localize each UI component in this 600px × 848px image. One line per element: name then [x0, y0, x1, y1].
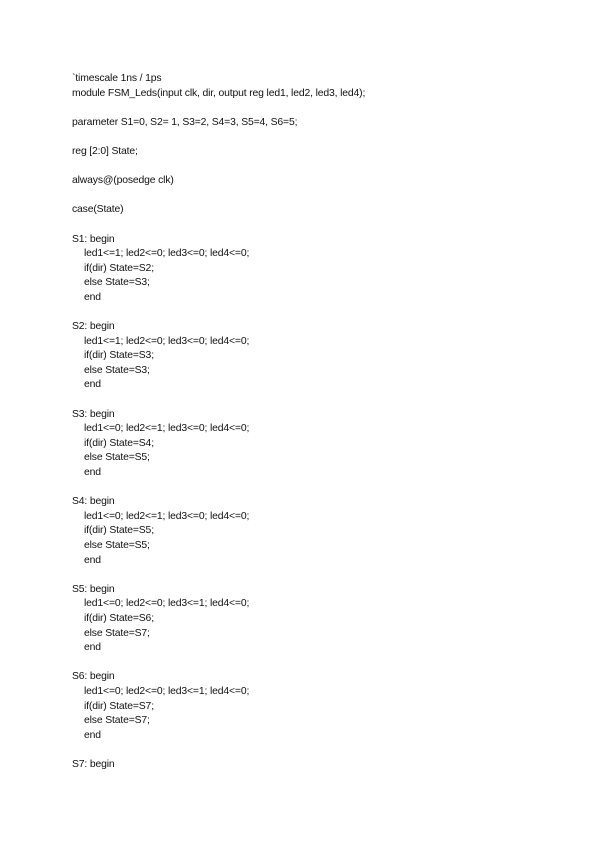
blank-line [72, 656, 572, 671]
code-line: S2: begin [72, 321, 115, 333]
blank-line [72, 393, 572, 408]
code-line: else State=S7; [84, 627, 150, 639]
code-line: S6: begin [72, 671, 115, 683]
code-line: if(dir) State=S4; [84, 437, 154, 449]
code-line: else State=S5; [84, 452, 150, 464]
code-line: end [84, 642, 101, 654]
blank-line [72, 481, 572, 496]
blank-line [72, 130, 572, 145]
code-line: parameter S1=0, S2= 1, S3=2, S4=3, S5=4, S6=5; [72, 116, 298, 128]
code-line: case(State) [72, 204, 124, 216]
code-line: led1<=1; led2<=0; led3<=0; led4<=0; [84, 335, 250, 347]
code-line: led1<=0; led2<=0; led3<=1; led4<=0; [84, 685, 250, 697]
code-line: else State=S3; [84, 364, 150, 376]
code-line: else State=S5; [84, 540, 150, 551]
code-line: end [84, 467, 101, 479]
code-line: if(dir) State=S7; [84, 700, 154, 712]
blank-line [72, 568, 572, 583]
blank-line [72, 160, 572, 175]
code-line: `timescale 1ns / 1ps [72, 73, 162, 84]
code-line: S4: begin [72, 496, 115, 508]
code-line: end [84, 379, 101, 391]
code-line: led1<=0; led2<=1; led3<=0; led4<=0; [84, 510, 250, 522]
code-line: end [84, 729, 101, 741]
blank-line [72, 218, 572, 233]
blank-line [72, 189, 572, 204]
code-line: else State=S3; [84, 277, 150, 289]
code-line: S5: begin [72, 583, 115, 595]
code-line: end [84, 554, 101, 566]
code-line: led1<=1; led2<=0; led3<=0; led4<=0; [84, 248, 250, 260]
code-line: S7: begin [72, 758, 115, 770]
blank-line [72, 743, 572, 758]
code-line: reg [2:0] State; [72, 145, 138, 157]
code-line: module FSM_Leds(input clk, dir, output reg led1, led2, led3, led4); [72, 87, 366, 99]
code-line: led1<=0; led2<=1; led3<=0; led4<=0; [84, 423, 250, 435]
verilog-code-listing [72, 72, 572, 773]
code-line: led1<=0; led2<=0; led3<=1; led4<=0; [84, 598, 250, 610]
code-line: S3: begin [72, 408, 115, 420]
code-line: if(dir) State=S6; [84, 612, 154, 624]
code-line: if(dir) State=S5; [84, 525, 154, 537]
code-line: always@(posedge clk) [72, 175, 174, 187]
code-line: if(dir) State=S3; [84, 350, 154, 362]
blank-line [72, 101, 572, 116]
code-line: else State=S7; [84, 715, 150, 727]
code-line: end [84, 291, 101, 303]
code-line: S1: begin [72, 233, 115, 245]
blank-line [72, 306, 572, 321]
code-line: if(dir) State=S2; [84, 262, 154, 274]
